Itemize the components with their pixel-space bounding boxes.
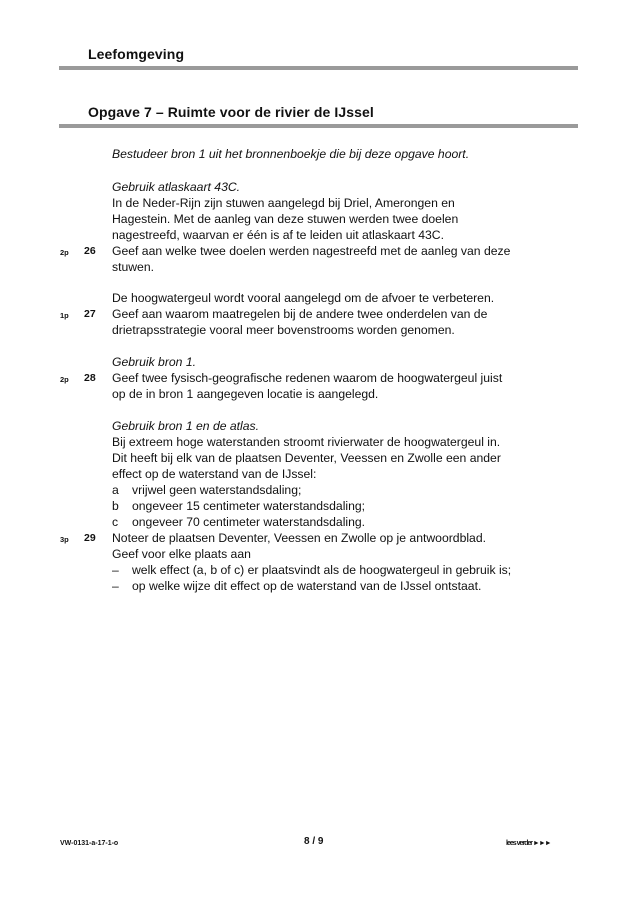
option-marker: c — [112, 515, 119, 529]
bullet-item — [112, 578, 481, 594]
question-points: 3p — [60, 535, 69, 544]
bullet-marker: – — [112, 579, 119, 593]
context-text: nagestreefd, waarvan er één is af te leiden uit atlaskaart 43C. — [112, 228, 444, 242]
option-text: ongeveer 15 centimeter waterstandsdaling; — [132, 499, 366, 513]
question-points: 2p — [60, 248, 69, 257]
question-points: 1p — [60, 311, 69, 320]
question-text: Geef aan waarom maatregelen bij de andere twee onderdelen van de — [112, 307, 488, 321]
question-points: 2p — [60, 375, 69, 384]
option-marker: b — [112, 499, 119, 513]
option-marker: a — [112, 483, 119, 497]
bullet-text: op welke wijze dit effect op de waterstand van de IJssel ontstaat. — [132, 579, 482, 593]
question-number: 29 — [84, 532, 96, 544]
assignment-title: Opgave 7 – Ruimte voor de rivier de IJssel — [88, 104, 374, 120]
option-text: ongeveer 70 centimeter waterstandsdaling. — [132, 515, 366, 529]
title-divider — [59, 124, 578, 128]
section-title: Leefomgeving — [88, 46, 185, 62]
question-text: Geef twee fysisch-geografische redenen waarom de hoogwatergeul juist — [112, 371, 503, 385]
question-text: Noteer de plaatsen Deventer, Veessen en Zwolle op je antwoordblad. — [112, 531, 486, 545]
bullet-text: welk effect (a, b of c) er plaatsvindt als de hoogwatergeul in gebruik is; — [132, 563, 512, 577]
context-text: De hoogwatergeul wordt vooral aangelegd om de afvoer te verbeteren. — [112, 291, 495, 305]
source-instruction: Gebruik atlaskaart 43C. — [112, 180, 241, 194]
question-number: 28 — [84, 372, 96, 384]
source-instruction: Gebruik bron 1 en de atlas. — [112, 419, 260, 433]
question-number: 26 — [84, 245, 96, 257]
bullet-marker: – — [112, 563, 119, 577]
context-text: Bij extreem hoge waterstanden stroomt rivierwater de hoogwatergeul in. — [112, 435, 501, 449]
page-number: 8 / 9 — [304, 836, 324, 847]
question-text: op de in bron 1 aangegeven locatie is aangelegd. — [112, 387, 379, 401]
option-a — [112, 482, 301, 498]
question-text: stuwen. — [112, 260, 155, 274]
context-text: effect op de waterstand van de IJssel: — [112, 467, 317, 481]
option-text: vrijwel geen waterstandsdaling; — [132, 483, 302, 497]
bullet-item — [112, 562, 511, 578]
option-b — [112, 498, 365, 514]
question-text: Geef voor elke plaats aan — [112, 547, 251, 561]
continue-label: lees verder ►►► — [506, 840, 551, 847]
exam-code: VW-0131-a-17-1-o — [60, 840, 119, 847]
context-text: Dit heeft bij elk van de plaatsen Deventer, Veessen en Zwolle een ander — [112, 451, 501, 465]
source-instruction: Gebruik bron 1. — [112, 355, 197, 369]
question-text: Geef aan welke twee doelen werden nagestreefd met de aanleg van deze — [112, 244, 511, 258]
question-number: 27 — [84, 308, 96, 320]
question-text: drietrapsstrategie vooral meer bovenstrooms worden genomen. — [112, 323, 455, 337]
intro-instruction: Bestudeer bron 1 uit het bronnenboekje die bij deze opgave hoort. — [112, 147, 470, 161]
option-c — [112, 514, 365, 530]
context-text: Hagestein. Met de aanleg van deze stuwen werden twee doelen — [112, 212, 459, 226]
context-text: In de Neder-Rijn zijn stuwen aangelegd bij Driel, Amerongen en — [112, 196, 455, 210]
section-divider — [59, 66, 578, 70]
